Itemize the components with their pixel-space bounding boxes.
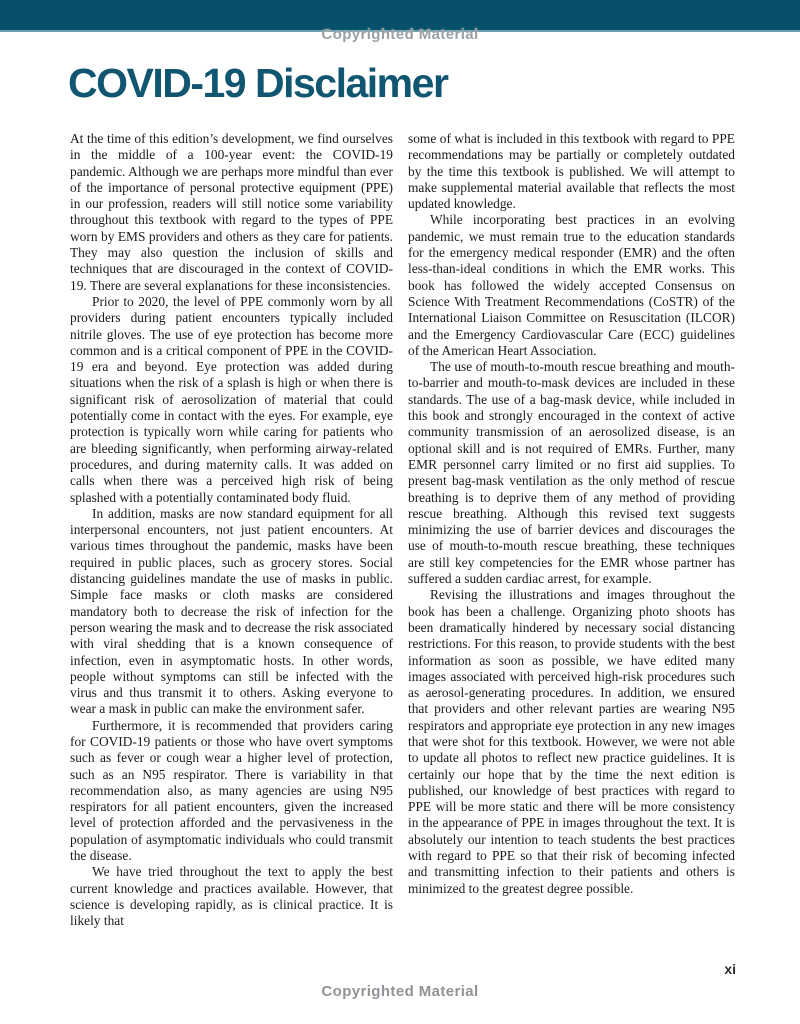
top-copyright-text: Copyrighted Material xyxy=(321,26,479,43)
paragraph-2: Prior to 2020, the level of PPE commonly worn by all providers during patient encounters typically included nitrile gloves. The use of eye protection has become more common and is a critical component of PPE in the COVID-19 era and beyond. Eye protection was added during situations when the risk of a splash is high or when there is significant risk of aerosolization of material that could potentially come in contact with the eyes. For example, eye protection is typically worn while caring for patients who are bleeding significantly, when performing airway-related procedures, and during maternity calls. It was added on calls when there was a perceived high risk of being splashed with a potentially contaminated body fluid. xyxy=(70,293,393,505)
paragraph-6: some of what is included in this textbook with regard to PPE recommendations may be partially or completely outdated by the time this textbook is published. We will attempt to make supplemental material available that reflects the most updated knowledge. xyxy=(408,131,735,212)
right-text-column xyxy=(408,131,735,897)
page-number: xi xyxy=(724,961,736,977)
page-title: COVID-19 Disclaimer xyxy=(68,60,448,106)
paragraph-3: In addition, masks are now standard equipment for all interpersonal encounters, not just patient encounters. At various times throughout the pandemic, masks have been required in public places, such as grocery stores. Social distancing guidelines mandate the use of masks in public. Simple face masks or cloth masks are considered mandatory both to decrease the risk of infection for the person wearing the mask and to decrease the risk associated with viral shedding that is a known consequence of infection, even in asymptomatic hosts. In other words, people without symptoms can still be infected with the virus and thus transmit it to others. Asking everyone to wear a mask in public can make the environment safer. xyxy=(70,505,393,717)
bottom-copyright-text: Copyrighted Material xyxy=(321,983,479,1000)
paragraph-7: While incorporating best practices in an evolving pandemic, we must remain true to the education standards for the emergency medical responder (EMR) and the often less-than-ideal conditions in which the EMR works. This book has followed the widely accepted Consensus on Science With Treatment Recommendations (CoSTR) of the International Liaison Committee on Resuscitation (ILCOR) and the Emergency Cardiovascular Care (ECC) guidelines of the American Heart Association. xyxy=(408,212,735,358)
paragraph-4: Furthermore, it is recommended that providers caring for COVID-19 patients or those who have overt symptoms such as fever or cough wear a higher level of protection, such as an N95 respirator. There is variability in that recommendation also, as many agencies are using N95 respirators for all patient encounters, given the increased level of protection afforded and the pervasiveness in the population of asymptomatic individuals who could transmit the disease. xyxy=(70,717,393,864)
paragraph-1: At the time of this edition’s development, we find ourselves in the middle of a 100-year event: the COVID-19 pandemic. Although we are perhaps more mindful than ever of the importance of personal protective equipment (PPE) in our profession, readers will still notice some variability throughout this textbook with regard to the types of PPE worn by EMS providers and others as they care for patients. They may also question the inclusion of skills and techniques that are discouraged in the context of COVID-19. There are several explanations for these inconsistencies. xyxy=(70,131,393,293)
paragraph-5: We have tried throughout the text to apply the best current knowledge and practices available. However, that science is developing rapidly, as is clinical practice. It is likely that xyxy=(70,864,393,929)
paragraph-8: The use of mouth-to-mouth rescue breathing and mouth-to-barrier and mouth-to-mask devices are included in these standards. The use of a bag-mask device, while included in this book and strongly encouraged in the context of active community transmission of an aerosolized disease, is an optional skill and is not required of EMRs. Further, many EMR personnel carry limited or no first aid supplies. To present bag-mask ventilation as the only method of rescue breathing is to deprive them of any method of providing rescue breathing. Although this revised text suggests minimizing the use of barrier devices and discourages the use of mouth-to-mouth rescue breathing, these techniques are still key competencies for the EMR whose partner has suffered a sudden cardiac arrest, for example. xyxy=(408,359,735,587)
left-text-column xyxy=(70,131,393,930)
paragraph-9: Revising the illustrations and images throughout the book has been a challenge. Organizing photo shoots has been dramatically hindered by necessary social distancing restrictions. For this reason, to provide students with the best information as soon as possible, we have edited many images associated with perceived high-risk procedures such as aerosol-generating procedures. In addition, we ensured that providers and other relevant parties are wearing N95 respirators and appropriate eye protection in any new images that were shot for this textbook. However, we were not able to update all photos to reflect new practice guidelines. It is certainly our hope that by the time the next edition is published, our knowledge of best practices with regard to PPE will be more static and there will be more consistency in the appearance of PPE in images throughout the text. It is absolutely our intention to teach students the best practices with regard to PPE so that their risk of becoming infected and transmitting infection to their patients and others is minimized to the greatest degree possible. xyxy=(408,587,735,896)
